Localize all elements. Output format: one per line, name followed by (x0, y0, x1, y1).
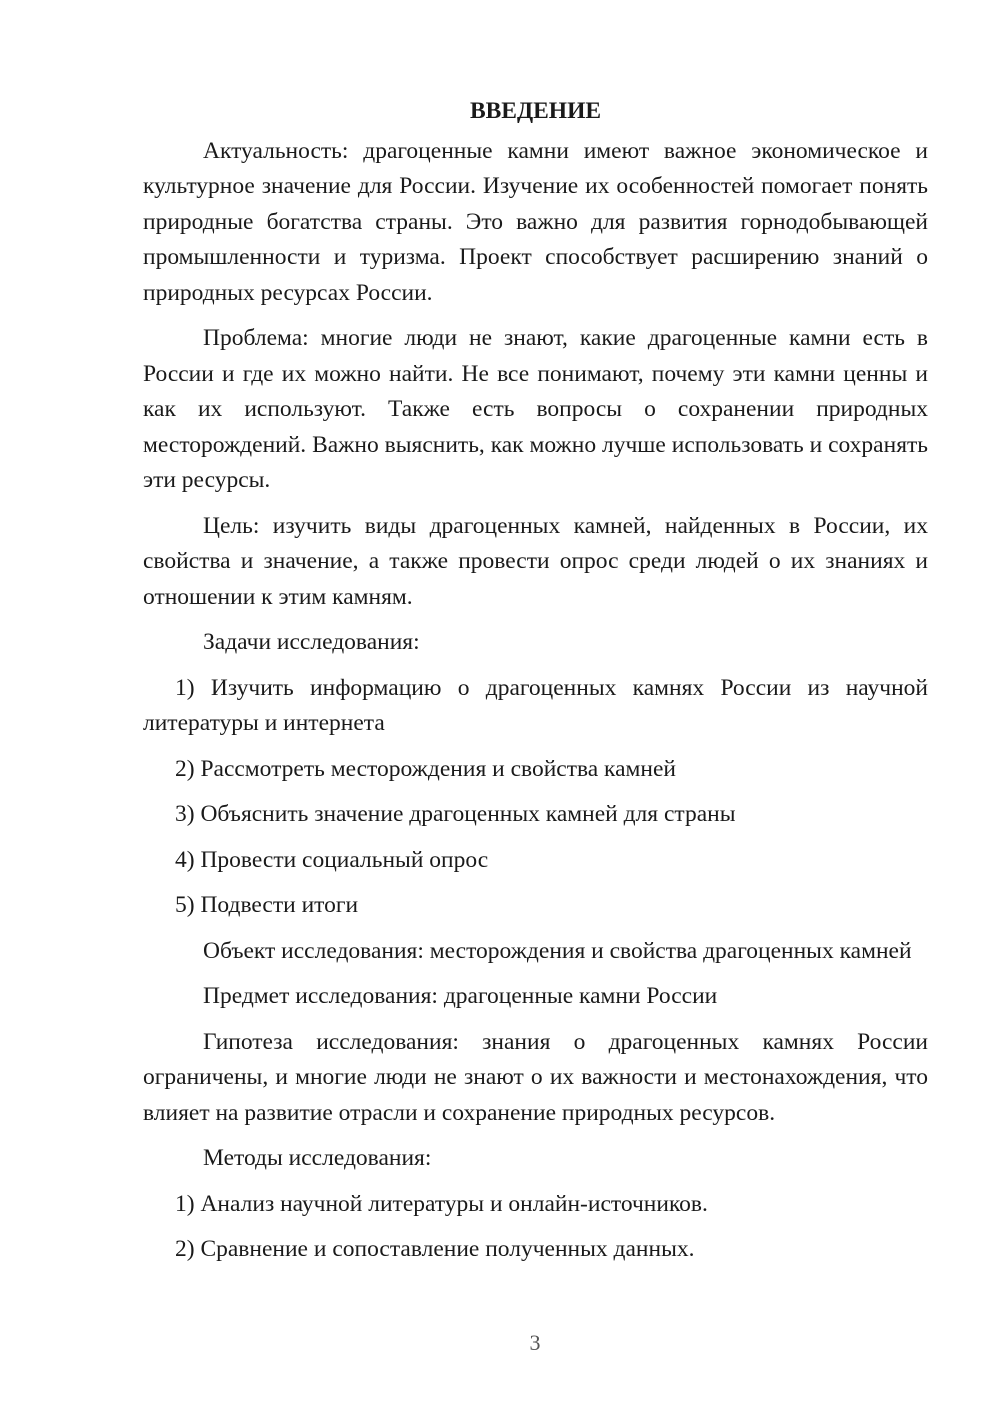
goal-paragraph: Цель: изучить виды драгоценных камней, найденных в России, их свойства и значение, а также провести опрос среди людей о их знаниях и отношении к этим камням. (143, 512, 928, 610)
tasks-heading: Задачи исследования: (203, 629, 420, 655)
methods-heading: Методы исследования: (203, 1145, 432, 1171)
page-content (143, 94, 928, 1268)
task-item-2: 2) Рассмотреть месторождения и свойства камней (175, 755, 677, 782)
problem-paragraph: Проблема: многие люди не знают, какие драгоценные камни есть в России и где их можно найти. Не все понимают, почему эти камни ценны и как их используют. Также есть вопросы о сохранении природных месторождений. Важно выяснить, как можно лучше использовать и сохранять эти ресурсы. (143, 325, 928, 493)
hypothesis-paragraph: Гипотеза исследования: знания о драгоценных камнях России ограничены, и многие люди не знают о их важности и местонахождения, что влияет на развитие отрасли и сохранение природных ресурсов. (143, 1028, 928, 1126)
method-item-1: 1) Анализ научной литературы и онлайн-источников. (175, 1190, 708, 1217)
method-item-2: 2) Сравнение и сопоставление полученных данных. (175, 1236, 695, 1262)
subject-paragraph: Предмет исследования: драгоценные камни России (203, 983, 718, 1009)
task-item-5: 5) Подвести итоги (175, 892, 359, 918)
task-item-3: 3) Объяснить значение драгоценных камней для страны (175, 801, 736, 827)
object-paragraph: Объект исследования: месторождения и свойства драгоценных камней (203, 937, 912, 964)
task-item-4: 4) Провести социальный опрос (175, 846, 489, 873)
page-number: 3 (529, 1330, 541, 1355)
task-item-1: 1) Изучить информацию о драгоценных камнях России из научной литературы и интернета (143, 674, 928, 736)
relevance-paragraph: Актуальность: драгоценные камни имеют важное экономическое и культурное значение для России. Изучение их особенностей помогает понять природные богатства страны. Это важно для развития горнодобывающей промышленности и туризма. Проект способствует расширению знаний о природных ресурсах России. (143, 137, 928, 306)
page-title: ВВЕДЕНИЕ (469, 98, 602, 124)
